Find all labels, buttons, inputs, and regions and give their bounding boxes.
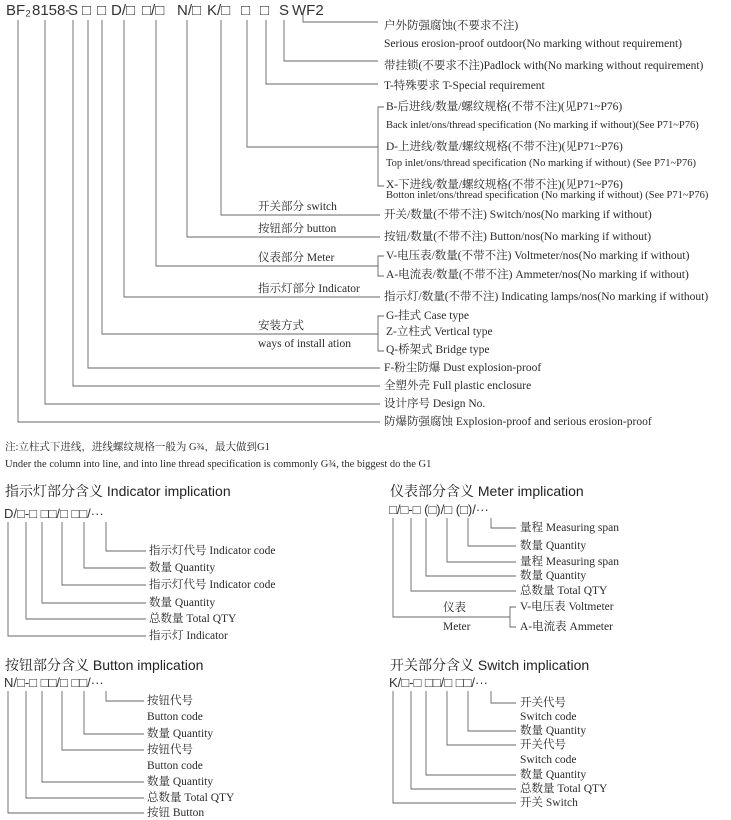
explosion-proof: 防爆防强腐蚀 Explosion-proof and serious erosion-proof (384, 416, 652, 428)
legend-back-en: Back inlet/ons/thread specification (No marking if without)(See P71~P76) (386, 120, 699, 131)
legend-wf2-cn: 户外防强腐蚀(不要求不注) (384, 20, 519, 32)
button-label: 总数量 Total QTY (147, 792, 235, 804)
indicator-desc: 指示灯/数量(不带不注) Indicating lamps/nos(No marking if without) (384, 291, 709, 303)
code-meter: □/□ (142, 2, 165, 19)
indicator-label: 数量 Quantity (149, 597, 216, 609)
bridge-type: Q-桥架式 Bridge type (386, 344, 490, 356)
switch-label: 开关代号 (520, 739, 566, 751)
code-box: □ (82, 2, 92, 19)
vertical-type: Z-立柱式 Vertical type (386, 326, 493, 338)
indicator-label: 指示灯代号 Indicator code (149, 545, 276, 557)
switch-label: 数量 Quantity (520, 769, 587, 781)
meter-formula: □/□-□ (□)/□ (□)/··· (389, 502, 489, 517)
switch-label: Switch code (520, 711, 577, 723)
switch-label: 开关部分 switch (258, 201, 337, 213)
switch-label: 开关代号 (520, 697, 566, 709)
meter-en: Meter (443, 621, 471, 633)
code-switch: K/□ (207, 2, 231, 19)
meter-label: 量程 Measuring span (520, 556, 620, 568)
button-label: 数量 Quantity (147, 728, 214, 740)
switch-formula: K/□-□ □□/□ □□/··· (389, 675, 489, 690)
code-s: S (279, 2, 290, 19)
legend-bottom-en: Botton inlet/ons/thread specification (No marking if without) (See P71~P76) (386, 190, 709, 201)
meter-cn: 仪表 (443, 602, 466, 614)
design-no: 设计序号 Design No. (384, 398, 486, 410)
legend-bottom-cn: X-下进线/数量/螺纹规格(不带不注)(见P71~P76) (386, 179, 623, 191)
legend-wf2-en: Serious erosion-proof outdoor(No marking without requirement) (384, 38, 682, 50)
code-button: N/□ (177, 2, 202, 19)
button-label: 按钮 Button (147, 807, 205, 819)
button-label: 数量 Quantity (147, 776, 214, 788)
ammeter-label: A-电流表 Ammeter (520, 621, 613, 633)
button-label: Button code (147, 760, 203, 772)
code-box: □ (241, 2, 251, 19)
legend-top-cn: D-上进线/数量/螺纹规格(不带不注)(见P71~P76) (386, 141, 623, 153)
switch-label: Switch code (520, 754, 577, 766)
switch-label: 数量 Quantity (520, 725, 587, 737)
meter-title: 仪表部分含义 Meter implication (390, 483, 584, 499)
meter-label: 量程 Measuring span (520, 522, 620, 534)
code-s: S (68, 2, 79, 19)
voltmeter-desc: V-电压表/数量(不带不注) Voltmeter/nos(No marking if without) (386, 250, 690, 262)
indicator-label: 指示灯代号 Indicator code (149, 579, 276, 591)
code-indicator: D/□ (111, 2, 136, 19)
button-label: Button code (147, 711, 203, 723)
switch-desc: 开关/数量(不带不注) Switch/nos(No marking if without) (384, 209, 652, 221)
meter-label: 数量 Quantity (520, 540, 587, 552)
switch-label: 总数量 Total QTY (520, 783, 608, 795)
button-desc: 按钮/数量(不带不注) Button/nos(No marking if without) (384, 231, 652, 243)
indicator-label: 指示灯 Indicator (149, 630, 228, 642)
note-cn: 注:立柱式下进线，进线螺纹规格一般为 G¾，最大做到G1 (5, 442, 270, 453)
legend-padlock: 带挂锁(不要求不注)Padlock with(No marking without requirement) (384, 60, 704, 72)
button-formula: N/□-□ □□/□ □□/··· (4, 675, 104, 690)
button-label: 按钮代号 (147, 695, 193, 707)
indicator-label: 总数量 Total QTY (149, 613, 237, 625)
button-title: 按钮部分含义 Button implication (5, 657, 204, 673)
code-wf2: WF2 (292, 2, 324, 19)
dust-proof: F-粉尘防爆 Dust explosion-proof (384, 362, 542, 374)
code-bf2: BF₂ (6, 2, 31, 19)
indicator-title: 指示灯部分含义 Indicator implication (5, 483, 231, 499)
note-en: Under the column into line, and into line thread specification is commonly G¾, the biggest do the G1 (5, 459, 432, 470)
indicator-label: 指示灯部分 Indicator (258, 283, 360, 295)
install-label-cn: 安装方式 (258, 320, 304, 332)
meter-label: 仪表部分 Meter (258, 252, 335, 264)
voltmeter-label: V-电压表 Voltmeter (520, 601, 614, 613)
meter-label: 数量 Quantity (520, 570, 587, 582)
indicator-label: 数量 Quantity (149, 562, 216, 574)
switch-label: 开关 Switch (520, 797, 578, 809)
code-box: □ (260, 2, 270, 19)
install-label-en: ways of install ation (258, 338, 351, 350)
plastic-enclosure: 全塑外壳 Full plastic enclosure (384, 380, 532, 392)
meter-label: 总数量 Total QTY (520, 585, 608, 597)
legend-top-en: Top inlet/ons/thread specification (No marking if without) (See P71~P76) (386, 158, 696, 169)
ammeter-desc: A-电流表/数量(不带不注) Ammeter/nos(No marking if without) (386, 269, 689, 281)
code-box: □ (97, 2, 107, 19)
code-series: 8158- (32, 2, 71, 19)
switch-title: 开关部分含义 Switch implication (390, 657, 590, 673)
button-label: 按钮部分 button (258, 223, 337, 235)
indicator-formula: D/□-□ □□/□ □□/··· (4, 506, 104, 521)
button-label: 按钮代号 (147, 744, 193, 756)
case-type: G-挂式 Case type (386, 310, 470, 322)
legend-back-cn: B-后进线/数量/螺纹规格(不带不注)(见P71~P76) (386, 101, 623, 113)
legend-special: T-特殊要求 T-Special requirement (384, 80, 545, 92)
